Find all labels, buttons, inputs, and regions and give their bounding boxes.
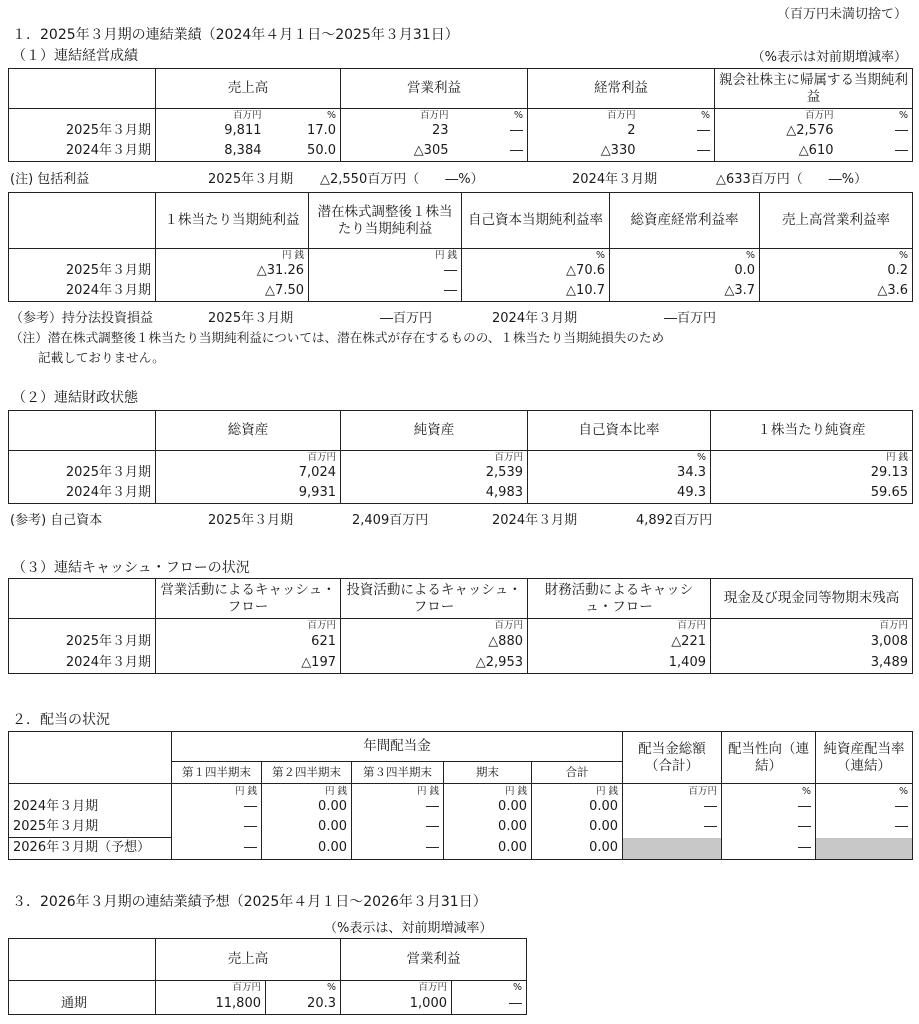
subsection-1-note: （%表示は対前期増減率） [751,50,907,65]
cell-value: ― [352,838,444,860]
header-operating-cf: 営業活動によるキャッシュ・フロー [156,579,341,619]
section-3-title: ３．2026年３月期の連結業績予想（2025年４月１日～2026年３月31日） [12,894,487,910]
cell-value: ― [452,994,527,1015]
comprehensive-income-period-1: 2025年３月期 [208,172,294,187]
unit-cell: 百万円 [528,109,640,122]
subsection-3-title: （３）連結キャッシュ・フローの状況 [12,560,250,576]
header-diluted-eps: 潜在株式調整後１株当たり当期純利益 [309,193,462,249]
cell-value: ― [309,262,462,282]
header-net-assets: 純資産 [341,411,528,451]
cell-value: ― [722,838,816,860]
row-label: 2024年３月期 [9,484,156,504]
cell-value: 2,539 [341,464,528,484]
cell-value: ― [172,838,262,860]
unit-cell: % [700,110,710,122]
header-doe: 純資産配当率（連結） [816,732,913,784]
equity-method-period-2: 2024年３月期 [492,311,578,326]
header-sales: 売上高 [156,69,341,109]
row-label: 2024年３月期 [9,142,156,162]
cell-value: 0.00 [532,798,623,818]
header-cash-balance: 現金及び現金同等物期末残高 [711,579,913,619]
cell-value: △2,576 [715,122,838,142]
row-label: 2026年３月期（予想） [9,838,172,860]
unit-cell: 百万円 [156,109,266,122]
cell-value: 8,384 [156,142,266,162]
header-year-end: 期末 [444,762,532,784]
cell-value: ― [838,142,913,162]
cell-value: 20.3 [266,994,341,1015]
unit-cell: 円 銭 [532,784,623,798]
row-label: 2025年３月期 [9,632,156,653]
operating-results-table [8,68,913,162]
cell-value: 1,409 [528,653,711,674]
table-row [9,262,913,282]
cell-value: △197 [156,653,341,674]
equity-period-1: 2025年３月期 [208,513,294,528]
row-label: 2025年３月期 [9,122,156,142]
dividends-table [8,731,913,860]
unit-cell: 百万円 [341,451,528,464]
header-annual-dividend: 年間配当金 [172,732,623,762]
cell-value: ― [352,818,444,838]
cell-value: 34.3 [528,464,711,484]
cell-value-shaded [816,838,913,860]
unit-cell: % [266,981,341,994]
table-row [9,122,913,142]
row-label: 2024年３月期 [9,282,156,302]
unit-cell: 円 銭 [262,784,352,798]
comprehensive-income-label: (注) 包括利益 [10,172,90,187]
header-eps: １株当たり当期純利益 [156,193,309,249]
cell-value: 7,024 [156,464,341,484]
cell-value: △7.50 [156,282,309,302]
unit-cell: 百万円 [715,109,838,122]
cash-flow-table [8,578,913,674]
cell-value: ― [352,798,444,818]
cell-value: △880 [341,632,528,653]
subsection-1-title: （１）連結経営成績 [12,48,138,64]
cell-value: 0.00 [262,798,352,818]
row-label: 2025年３月期 [9,262,156,282]
unit-cell: 円 銭 [711,451,913,464]
cell-value: 0.00 [532,818,623,838]
unit-cell: % [838,109,913,122]
table-row [9,484,913,504]
cell-value: 0.00 [444,818,532,838]
table-row [9,798,913,818]
cell-value: ― [816,798,913,818]
row-label: 2024年３月期 [9,798,172,818]
header-ordinary-income: 経常利益 [528,69,715,109]
header-total-dividend: 配当金総額（合計） [623,732,722,784]
header-q2: 第２四半期末 [262,762,352,784]
cell-value: 0.2 [760,262,913,282]
cell-value: ― [510,123,523,139]
cell-value: 9,931 [156,484,341,504]
equity-method-label: （参考）持分法投資損益 [10,311,154,326]
cell-value: 2 [528,122,640,142]
header-blank [9,732,172,784]
cell-value: 49.3 [528,484,711,504]
comprehensive-income-value-2: △633百万円（ ―%） [716,172,868,187]
header-op-margin: 売上高営業利益率 [760,193,913,249]
cell-value: ― [172,818,262,838]
equity-value-2: 4,892百万円 [636,513,713,528]
header-payout-ratio: 配当性向（連結） [722,732,816,784]
equity-method-period-1: 2025年３月期 [208,311,294,326]
header-equity-ratio: 自己資本比率 [528,411,711,451]
diluted-eps-note-line-2: 記載しておりません。 [38,350,165,365]
cell-value: 0.00 [444,798,532,818]
cell-value-shaded [623,838,722,860]
unit-cell: 円 銭 [309,249,462,262]
cell-value: ― [623,798,722,818]
cell-value: ― [309,282,462,302]
financial-position-table [8,410,913,504]
equity-label: (参考) 自己資本 [10,513,103,528]
unit-cell: % [326,110,336,122]
unit-cell: 百万円 [156,981,266,994]
header-bps: １株当たり純資産 [711,411,913,451]
cell-value: △2,953 [341,653,528,674]
unit-cell: 百万円 [341,109,453,122]
table-row [9,653,913,674]
cell-value: ― [722,798,816,818]
unit-cell: 百万円 [156,451,341,464]
cell-value: 50.0 [266,142,341,162]
cell-value: △10.7 [462,282,610,302]
header-investing-cf: 投資活動によるキャッシュ・フロー [341,579,528,619]
unit-cell: % [462,249,610,262]
row-label: 2024年３月期 [9,653,156,674]
table-row [9,838,913,860]
unit-cell: 円 銭 [444,784,532,798]
cell-value: △3.7 [610,282,760,302]
unit-cell: 円 銭 [172,784,262,798]
cell-value: 4,983 [341,484,528,504]
row-label: 2025年３月期 [9,464,156,484]
cell-value: 0.00 [262,818,352,838]
cell-value: ― [838,122,913,142]
row-label: 2025年３月期 [9,818,172,838]
section-3-note: （%表示は、対前期増減率） [324,921,493,936]
header-q1: 第１四半期末 [172,762,262,784]
cell-value: 3,008 [711,632,913,653]
comprehensive-income-period-2: 2024年３月期 [572,172,658,187]
header-total-assets: 総資産 [156,411,341,451]
per-share-table [8,192,913,302]
unit-cell: 百万円 [341,981,452,994]
row-label: 通期 [9,994,156,1015]
unit-cell: % [513,110,523,122]
diluted-eps-note-line-1: （注）潜在株式調整後１株当たり当期純利益については、潜在株式が存在するものの、１株当たり当期純損失のため [10,330,665,345]
cell-value: △610 [715,142,838,162]
cell-value: △31.26 [156,262,309,282]
table-row [9,282,913,302]
equity-method-value-1: ―百万円 [380,311,433,326]
cell-value: 9,811 [156,122,266,142]
cell-value: ― [453,142,528,162]
unit-cell: % [610,249,760,262]
subsection-2-title: （２）連結財政状態 [12,390,138,406]
header-financing-cf: 財務活動によるキャッシュ・フロー [528,579,711,619]
cell-value: 59.65 [711,484,913,504]
table-row [9,818,913,838]
table-row [9,142,913,162]
cell-value: △70.6 [462,262,610,282]
cell-value: 0.00 [532,838,623,860]
cell-value: 1,000 [341,994,452,1015]
table-row [9,464,913,484]
cell-value: 621 [156,632,341,653]
cell-value: △3.6 [760,282,913,302]
unit-note: （百万円未満切捨て） [776,7,907,22]
header-sales: 売上高 [156,939,341,981]
cell-value: △330 [528,142,640,162]
equity-method-value-2: ―百万円 [664,311,717,326]
cell-value: △305 [341,142,453,162]
cell-value: ― [172,798,262,818]
cell-value: 29.13 [711,464,913,484]
cell-value: ― [722,818,816,838]
cell-value: ― [816,818,913,838]
cell-value: 3,489 [711,653,913,674]
unit-cell: % [816,784,913,798]
equity-value-1: 2,409百万円 [352,513,429,528]
section-1-title: １．2025年３月期の連結業績（2024年４月１日～2025年３月31日） [12,27,459,43]
cell-value: ― [640,142,715,162]
header-total: 合計 [532,762,623,784]
cell-value: 23 [341,122,453,142]
equity-period-2: 2024年３月期 [492,513,578,528]
header-net-income: 親会社株主に帰属する当期純利益 [715,69,913,109]
cell-value: 17.0 [307,123,336,139]
header-blank [9,69,156,109]
cell-value: ― [697,123,710,139]
unit-cell: 百万円 [711,619,913,632]
unit-cell: 百万円 [528,619,711,632]
table-row [9,632,913,653]
unit-cell: 円 銭 [352,784,444,798]
unit-cell: % [722,784,816,798]
header-q3: 第３四半期末 [352,762,444,784]
forecast-table [8,938,527,1015]
unit-cell: % [528,451,711,464]
header-operating-income: 営業利益 [341,939,527,981]
unit-cell: 百万円 [156,619,341,632]
unit-cell: 百万円 [341,619,528,632]
header-roa: 総資産経常利益率 [610,193,760,249]
unit-cell: 百万円 [623,784,722,798]
unit-cell: % [452,981,527,994]
table-row [9,994,527,1015]
cell-value: 0.00 [262,838,352,860]
cell-value: 0.0 [610,262,760,282]
header-operating-income: 営業利益 [341,69,528,109]
cell-value: △221 [528,632,711,653]
comprehensive-income-value-1: △2,550百万円（ ―%） [320,172,484,187]
header-roe: 自己資本当期純利益率 [462,193,610,249]
section-2-title: ２．配当の状況 [12,712,110,728]
cell-value: 11,800 [156,994,266,1015]
cell-value: 0.00 [444,838,532,860]
unit-cell: 円 銭 [156,249,309,262]
unit-cell: % [760,249,913,262]
cell-value: ― [623,818,722,838]
